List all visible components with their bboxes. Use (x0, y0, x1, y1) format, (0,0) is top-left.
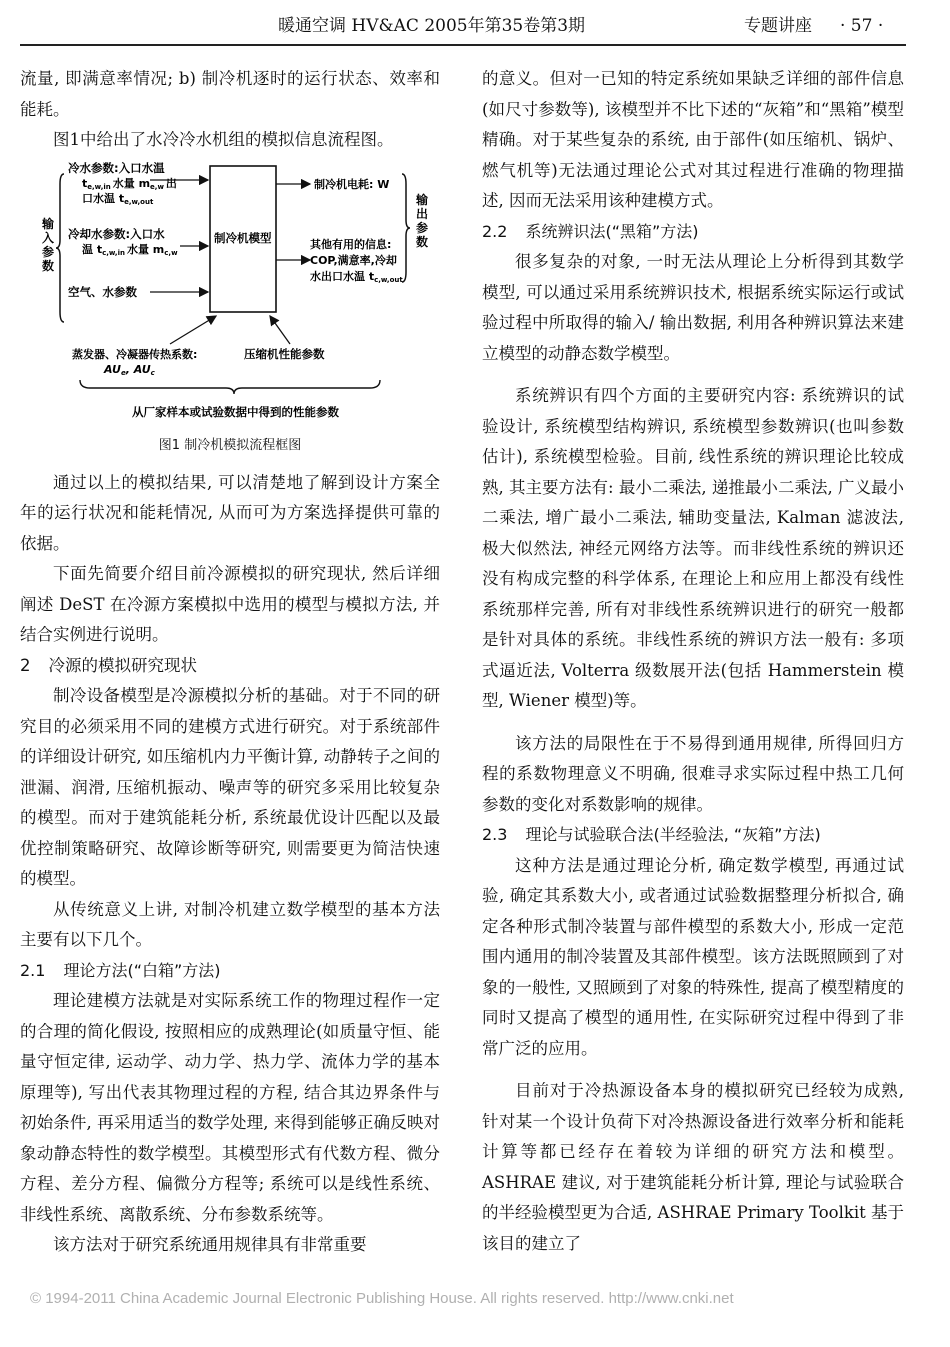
section-heading-2-2: 2.2 系统辨识法(“黑箱”方法) (482, 221, 699, 241)
section-heading-2-1: 2.1 理论方法(“白箱”方法) (20, 960, 221, 980)
chw-line-1: 冷水参数:入口水温 (68, 160, 165, 175)
journal-title: 暖通空调 HV&AC 2005年第35卷第3期 (278, 16, 586, 36)
output-label-1: 输 (416, 192, 429, 207)
hx-coeff-2: AUe, AUc (104, 362, 155, 377)
input-label-4: 数 (42, 258, 55, 273)
output-brace (402, 174, 410, 282)
output-label-3: 参 (416, 220, 429, 235)
paragraph: 通过以上的模拟结果, 可以清楚地了解到设计方案全年的运行状况和能耗情况, 从而可为方案选择提供可靠的依据。 (20, 472, 440, 553)
paragraph: 系统辨识有四个方面的主要研究内容: 系统辨识的试验设计, 系统模型结构辨识, 系统模型参数辨识(也叫参数估计), 系统模型检验。目前, 线性系统的辨识理论比较成熟, 其主要方法有: 最小二乘法, 递推最小二乘法, 广义最小二乘法, 增广最小二乘法, 辅助变量法, Kalman 滤波法, 极大似然法, 神经元网络方法等。而非线性系统的辨识还没有构成完整的科学体系, 在理论上和应用上都没有线性系统那样完善, 所有对非线性系统辨识进行的研究一般都是针对具体的系统。非线性系统的辨识方法一般有: 多项式逼近法, Volterra 级数展开法(包括 Hammerstein 模型, Wiener 模型)等。 (482, 386, 904, 710)
cw-line-1: 冷却水参数:入口水 (68, 226, 165, 241)
copyright-footer: © 1994-2011 China Academic Journal Electronic Publishing House. All rights reserved. http://www.cnki.net (30, 1290, 734, 1307)
section-heading-2: 2 冷源的模拟研究现状 (20, 655, 197, 675)
paragraph: 该方法的局限性在于不易得到通用规律, 所得回归方程的系数物理意义不明确, 很难寻求实际过程中热工几何参数的变化对系数影响的规律。 (482, 733, 904, 814)
running-header (20, 8, 906, 46)
paragraph: 这种方法是通过理论分析, 确定数学模型, 再通过试验, 确定其系数大小, 或者通过试验数据整理分析拟合, 确定各种形式制冷装置与部件模型的系数大小, 形成一定范围内通用的制冷装置及其部件模型。该方法既照顾到了对象的一般性, 又照顾到了对象的特殊性, 提高了模型精度的同时又提高了模型的通用性, 在实际研究过程中得到了非常广泛的应用。 (482, 855, 904, 1058)
paragraph: 流量, 即满意率情况; b) 制冷机逐时的运行状态、效率和能耗。 (20, 69, 440, 119)
output-label-4: 数 (416, 234, 429, 249)
air-params: 空气、水参数 (68, 284, 137, 299)
cw-line-2: 温 tc,w,in 水量 mc,w (82, 242, 178, 257)
paragraph: 理论建模方法就是对实际系统工作的物理过程作一定的合理的简化假设, 按照相应的成熟理论(如质量守恒、能量守恒定律, 运动学、动力学、热力学、流体力学的基本原理等), 写出代表其物理过程的方程, 结合其边界条件与初始条件, 再采用适当的数学处理, 来得到能够正确反映对象动静态特性的数学模型。其模型形式有代数方程、微分方程、差分方程、偏微分方程等; 系统可以是线性系统、非线性系统、离散系统、分布参数系统等。 (20, 991, 440, 1224)
paragraph: 图1中给出了水冷冷水机组的模拟信息流程图。 (53, 130, 394, 149)
right-column (482, 64, 904, 1259)
flowchart-diagram (20, 160, 440, 428)
page-number: · 57 · (840, 16, 884, 36)
figure-1 (20, 160, 440, 428)
input-brace (56, 174, 64, 322)
paragraph: 的意义。但对一已知的特定系统如果缺乏详细的部件信息(如尺寸参数等), 该模型并不比下述的“灰箱”和“黑箱”模型精确。对于某些复杂的系统, 由于部件(如压缩机、锅炉、燃气机等)无法通过理论公式对其过程进行准确的物理描述, 因而无法采用该种建模方式。 (482, 69, 904, 210)
section-heading-2-3: 2.3 理论与试验联合法(半经验法, “灰箱”方法) (482, 825, 821, 844)
hx-coeff-1: 蒸发器、冷凝器传热系数: (72, 347, 198, 361)
other-output-3: 水出口水温 tc,w,out (310, 269, 403, 284)
column-name: 专题讲座 (744, 16, 812, 36)
source-label: 从厂家样本或试验数据中得到的性能参数 (132, 404, 339, 419)
paragraph: 目前对于冷热源设备本身的模拟研究已经较为成熟, 针对某一个设计负荷下对冷热源设备进行效率分析和能耗计算等都已经存在着较为详细的研究方法和模型。ASHRAE 建议, 对于建筑能耗分析计算, 理论与试验联合的半经验模型更为合适, ASHRAE Primary Toolkit 基于该目的建立了 (482, 1081, 904, 1253)
output-label-2: 出 (416, 206, 429, 221)
compressor-params: 压缩机性能参数 (244, 346, 325, 361)
input-label-1: 输 (42, 216, 55, 231)
left-column (20, 64, 440, 1261)
paragraph: 从传统意义上讲, 对制冷机建立数学模型的基本方法主要有以下几个。 (20, 899, 440, 949)
paragraph: 该方法对于研究系统通用规律具有非常重要 (53, 1235, 367, 1254)
chw-line-3: 口水温 te,w,out (82, 191, 154, 206)
other-output-2: COP,满意率,冷却 (310, 253, 397, 267)
source-brace (80, 380, 380, 394)
paragraph: 下面先简要介绍目前冷源模拟的研究现状, 然后详细阐述 DeST 在冷源方案模拟中选用的模型与模拟方法, 并结合实例进行说明。 (20, 564, 440, 644)
chw-line-2: te,w,in 水量 me,w 出 (82, 176, 177, 191)
model-label: 制冷机模型 (214, 230, 272, 245)
paragraph: 很多复杂的对象, 一时无法从理论上分析得到其数学模型, 可以通过采用系统辨识技术, 根据系统实际运行或试验过程中所取得的输入/ 输出数据, 利用各种辨识算法来建立模型的动静态数学模型。 (482, 252, 904, 363)
other-output-1: 其他有用的信息: (310, 237, 392, 251)
power-output: 制冷机电耗: W (314, 177, 390, 191)
paragraph: 制冷设备模型是冷源模拟分析的基础。对于不同的研究目的必须采用不同的建模方式进行研究。对于系统部件的详细设计研究, 如压缩机内力平衡计算, 动静转子之间的泄漏、润滑, 压缩机振动、噪声等的研究多采用比较复杂的模型。而对于建筑能耗分析, 系统最优设计匹配以及最优控制策略研究、故障诊断等研究, 则需要更为简洁快速的模型。 (20, 686, 440, 888)
figure-caption: 图1 制冷机模拟流程框图 (158, 437, 302, 453)
input-label-2: 入 (42, 230, 55, 245)
input-label-3: 参 (42, 244, 55, 259)
